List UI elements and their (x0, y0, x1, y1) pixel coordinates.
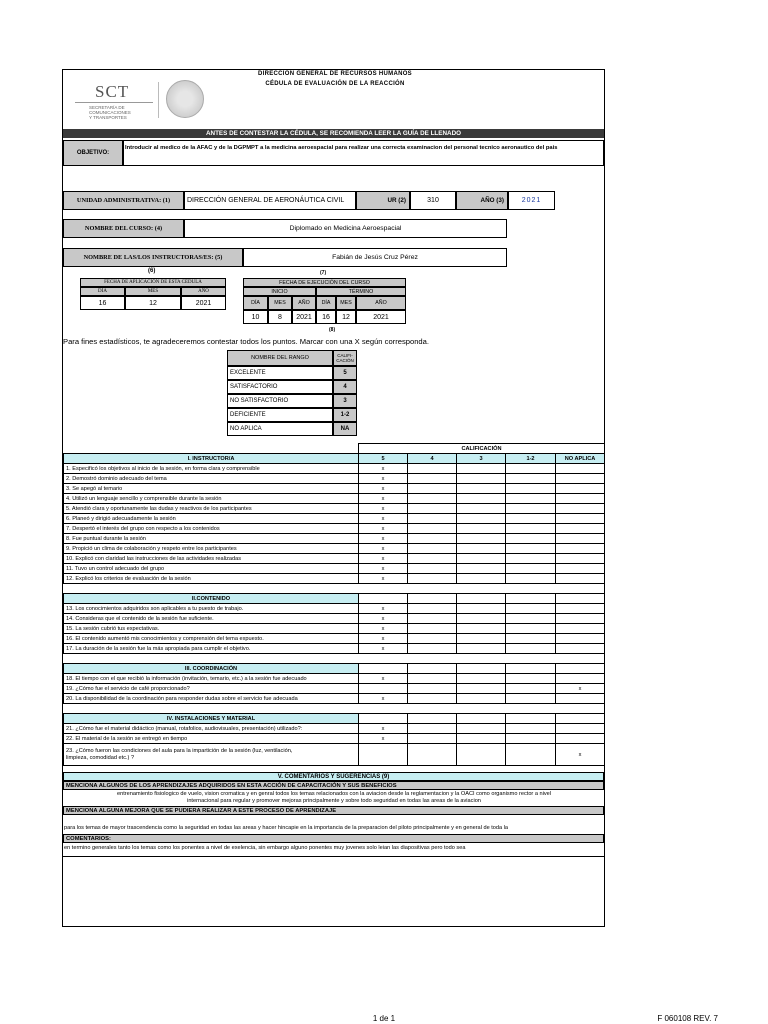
spacer-cell (359, 704, 408, 714)
rating-cell: x (359, 564, 408, 574)
col-header-2 (457, 664, 506, 674)
rating-cell: x (359, 674, 408, 684)
rating-cell (457, 734, 506, 744)
range-row-0-score: 5 (333, 366, 357, 380)
question-text: 20. La disponibilidad de la coordinación para responder dudas sobre el servicio fue adecuada (64, 694, 359, 704)
question-row (64, 724, 605, 734)
rating-cell (556, 514, 605, 524)
question-row (64, 464, 605, 474)
question-text: 1. Especificó los objetivos al inicio de la sesión, en forma clara y comprensible (64, 464, 359, 474)
rating-cell (359, 744, 408, 766)
col-header-2 (457, 714, 506, 724)
rating-cell (506, 564, 556, 574)
logo-rule (75, 102, 153, 103)
col-header-2: 3 (457, 454, 506, 464)
rating-cell (506, 544, 556, 554)
spacer-row (64, 584, 605, 594)
rating-cell (408, 684, 457, 694)
rating-cell (506, 524, 556, 534)
question-row (64, 544, 605, 554)
evaluation-table (63, 443, 605, 776)
objective-text-box (123, 140, 604, 166)
rating-cell: x (359, 734, 408, 744)
instructor-label: NOMBRE DE LAS/LOS INSTRUCTORAS/ES: (5) (63, 248, 243, 267)
section-2-title: II.CONTENIDO (64, 594, 359, 604)
range-row-4-score: NA (333, 422, 357, 436)
spacer-cell (359, 584, 408, 594)
spacer-cell (457, 584, 506, 594)
rating-cell (506, 644, 556, 654)
rating-cell (506, 464, 556, 474)
comments-a3: en termino generales tanto los temas como los ponentes a nivel de exelencia, sin embargo alguno ponentes muy jovenes solo leian las diapositivas pero todo sea (64, 845, 466, 851)
col-header-3 (506, 714, 556, 724)
spacer-cell (506, 584, 556, 594)
rating-cell: x (359, 604, 408, 614)
col-header-4 (556, 594, 605, 604)
question-23-line-2: limpieza, comodidad etc.) ? (66, 754, 135, 761)
question-row (64, 524, 605, 534)
range-row-2-name: NO SATISFACTORIO (227, 394, 333, 408)
sct-logo (75, 80, 155, 122)
rating-cell (556, 694, 605, 704)
app-date-h-month: MES (125, 287, 181, 296)
question-row (64, 534, 605, 544)
rating-cell (457, 644, 506, 654)
rating-cell: x (359, 694, 408, 704)
app-date-h-day: DÍA (80, 287, 125, 296)
question-row (64, 564, 605, 574)
rating-cell (556, 624, 605, 634)
rating-cell (408, 724, 457, 734)
question-text: 5. Atendió clara y oportunamente las dudas y reactivos de los participantes (64, 504, 359, 514)
question-row (64, 604, 605, 614)
rating-cell (506, 734, 556, 744)
col-header-0: 5 (359, 454, 408, 464)
rating-cell (457, 554, 506, 564)
exec-date-num: (7) (320, 270, 327, 276)
rating-cell (457, 544, 506, 554)
rating-cell (408, 494, 457, 504)
spacer-cell (457, 654, 506, 664)
comments-a1-1: entrenamiento fisiologico de vuelo, vision cromatica y en genral todos los temas relacionados con la aviacion desde la reglamentacion y la OACI como organismo rector a nivel (116, 791, 552, 797)
comments-title: V. COMENTARIOS Y SUGERENCIAS (9) (63, 772, 604, 781)
rating-cell (408, 744, 457, 766)
year-value: 2021 (508, 191, 555, 210)
question-text: 10. Explicó con claridad las instrucciones de las actividades realizadas (64, 554, 359, 564)
rating-cell (457, 674, 506, 684)
header-title-2: CÉDULA DE EVALUACIÓN DE LA REACCIÓN (265, 81, 405, 87)
question-row-23 (64, 744, 605, 766)
rating-cell (556, 574, 605, 584)
rating-cell (556, 474, 605, 484)
question-text: 16. El contenido aumentó mis conocimientos y comprensión del tema expuesto. (64, 634, 359, 644)
exec-e-day: 16 (316, 310, 336, 324)
rating-cell (457, 724, 506, 734)
logo-sub-3: Y TRANSPORTES (89, 115, 127, 120)
rating-cell (506, 614, 556, 624)
exec-date-num-8: (8) (329, 327, 336, 333)
question-row (64, 494, 605, 504)
rating-cell (506, 624, 556, 634)
rating-cell: x (359, 724, 408, 734)
rating-cell (408, 614, 457, 624)
question-text: 11. Tuvo un control adecuado del grupo (64, 564, 359, 574)
range-h-score (333, 350, 357, 366)
question-row (64, 514, 605, 524)
col-header-4 (556, 664, 605, 674)
rating-cell (408, 574, 457, 584)
exec-s-day: 10 (243, 310, 268, 324)
rating-cell: x (359, 514, 408, 524)
rating-cell: x (359, 464, 408, 474)
rating-cell (556, 464, 605, 474)
question-text: 9. Propició un clima de colaboración y respeto entre los participantes (64, 544, 359, 554)
rating-cell (408, 564, 457, 574)
rating-cell (556, 644, 605, 654)
col-header-2 (457, 594, 506, 604)
spacer-cell (506, 704, 556, 714)
question-text: 15. La sesión cubrió tus expectativas. (64, 624, 359, 634)
question-row (64, 644, 605, 654)
spacer-cell (556, 584, 605, 594)
rating-cell (408, 604, 457, 614)
admin-unit-label: UNIDAD ADMINISTRATIVA: (1) (63, 191, 184, 210)
instruction-banner: ANTES DE CONTESTAR LA CÉDULA, SE RECOMIENDA LEER LA GUÍA DE LLENADO (63, 129, 604, 138)
rating-cell (556, 634, 605, 644)
app-date-num: (6) (148, 268, 156, 274)
rating-cell (556, 564, 605, 574)
range-h-score-1: CALIFI- (337, 353, 353, 358)
range-h-score-2: CACIÓN (336, 358, 354, 363)
rating-cell: x (359, 504, 408, 514)
col-header-1 (408, 714, 457, 724)
ur-label: UR (2) (356, 191, 410, 210)
comments-a1-2: internacional para regular y promover mejoras principalmente y sobre todo seguridad en todas las areas de la aviacion (187, 798, 481, 804)
rating-cell (556, 734, 605, 744)
range-row-0-name: EXCELENTE (227, 366, 333, 380)
rating-cell (506, 534, 556, 544)
rating-cell (408, 694, 457, 704)
question-text: 13. Los conocimientos adquiridos son aplicables a tu puesto de trabajo. (64, 604, 359, 614)
rating-cell (457, 484, 506, 494)
rating-cell (556, 484, 605, 494)
rating-cell: x (359, 644, 408, 654)
range-row-4-name: NO APLICA (227, 422, 333, 436)
section-1-title: I. INSTRUCTOR/A (64, 454, 359, 464)
exec-s-year: 2021 (292, 310, 316, 324)
rating-cell (408, 524, 457, 534)
rating-cell (556, 524, 605, 534)
question-text: 3. Se apegó al temario (64, 484, 359, 494)
rating-cell (506, 554, 556, 564)
rating-cell (457, 614, 506, 624)
rating-cell (506, 674, 556, 684)
rating-cell (556, 724, 605, 734)
app-date-month: 12 (125, 296, 181, 310)
exec-e-month: 12 (336, 310, 356, 324)
rating-cell (457, 634, 506, 644)
header-title-1: DIRECCIÓN GENERAL DE RECURSOS HUMANOS (257, 71, 412, 77)
section-4-row (64, 714, 605, 724)
logo-text: SCT (95, 82, 130, 101)
rating-cell (556, 544, 605, 554)
rating-cell (556, 534, 605, 544)
section-2-row (64, 594, 605, 604)
calif-header: CALIFICACIÓN (359, 444, 605, 454)
exec-s-month: 8 (268, 310, 292, 324)
spacer-row (64, 704, 605, 714)
rating-cell (457, 504, 506, 514)
comments-a2: para los temas de mayor trascendencia como la seguridad en todas las areas y hacer hincapie en la importancia de la preparacion del piloto principalmente y en general de toda la (64, 825, 509, 831)
range-row-2-score: 3 (333, 394, 357, 408)
rating-cell (556, 554, 605, 564)
rating-cell (408, 534, 457, 544)
question-text: 7. Despertó el interés del grupo con respecto a los contenidos (64, 524, 359, 534)
question-row (64, 484, 605, 494)
page-number: 1 de 1 (372, 1014, 396, 1023)
rating-cell: x (359, 574, 408, 584)
rating-cell (506, 494, 556, 504)
rating-cell (408, 544, 457, 554)
rating-cell (408, 634, 457, 644)
rating-cell (457, 694, 506, 704)
rating-cell: x (556, 744, 605, 766)
rating-cell (457, 564, 506, 574)
spacer-cell (556, 704, 605, 714)
rating-cell: x (359, 554, 408, 564)
rating-cell (457, 574, 506, 584)
rating-cell: x (359, 524, 408, 534)
col-header-0 (359, 714, 408, 724)
exec-h-s-month: MES (268, 296, 292, 310)
rating-cell (408, 504, 457, 514)
spacer-cell (408, 704, 457, 714)
rating-cell (359, 684, 408, 694)
range-row-1-name: SATISFACTORIO (227, 380, 333, 394)
rating-cell (506, 694, 556, 704)
question-row (64, 634, 605, 644)
exec-h-s-day: DÍA (243, 296, 268, 310)
range-row-1-score: 4 (333, 380, 357, 394)
instructor-value: Fabián de Jesús Cruz Pérez (243, 248, 507, 267)
col-header-1 (408, 594, 457, 604)
rating-cell: x (359, 484, 408, 494)
spacer-cell (408, 584, 457, 594)
objective-label: OBJETIVO: (63, 140, 123, 166)
question-row (64, 574, 605, 584)
comments-h1: MENCIONA ALGUNOS DE LOS APRENDIZAJES ADQUIRIDOS EN ESTA ACCIÓN DE CAPACITACIÓN Y SUS BENEFICIOS (63, 781, 604, 790)
app-date-year: 2021 (181, 296, 226, 310)
rating-cell (408, 674, 457, 684)
logo-divider (158, 82, 159, 118)
course-value: Diplomado en Medicina Aeroespacial (184, 219, 507, 238)
exec-h-e-year: AÑO (356, 296, 406, 310)
rating-cell (506, 514, 556, 524)
spacer-cell (457, 704, 506, 714)
range-row-3-name: DEFICIENTE (227, 408, 333, 422)
question-row (64, 504, 605, 514)
rating-cell (457, 684, 506, 694)
spacer-cell (64, 584, 359, 594)
question-text: 6. Planeó y dirigió adecuadamente la sesión (64, 514, 359, 524)
spacer-cell (556, 654, 605, 664)
app-date-h-year: AÑO (181, 287, 226, 296)
question-row (64, 614, 605, 624)
rating-cell: x (359, 544, 408, 554)
rating-cell (457, 514, 506, 524)
year-label: AÑO (3) (456, 191, 508, 210)
admin-unit-value: DIRECCIÓN GENERAL DE AERONÁUTICA CIVIL (184, 191, 356, 210)
question-23-text (64, 744, 359, 766)
question-text: 17. La duración de la sesión fue la más apropiada para cumplir el objetivo. (64, 644, 359, 654)
rating-cell (457, 464, 506, 474)
rating-cell: x (359, 494, 408, 504)
logo-sub-2: COMUNICACIONES (89, 110, 131, 115)
comments-h2: MENCIONA ALGUNA MEJORA QUE SE PUDIERA REALIZAR A ESTE PROCESO DE APRENDIZAJE (63, 806, 604, 815)
rating-cell (506, 684, 556, 694)
app-date-title: FECHA DE APLICACIÓN DE ESTA CÉDULA (80, 278, 226, 287)
question-row (64, 674, 605, 684)
question-row (64, 694, 605, 704)
rating-cell (506, 744, 556, 766)
rating-cell (457, 474, 506, 484)
rating-cell: x (359, 624, 408, 634)
question-row (64, 554, 605, 564)
col-header-4: NO APLICA (556, 454, 605, 464)
rating-cell (408, 484, 457, 494)
rating-cell (408, 514, 457, 524)
rating-cell (457, 494, 506, 504)
rating-cell (457, 744, 506, 766)
question-text: 14. Consideras que el contenido de la sesión fue suficiente. (64, 614, 359, 624)
rating-cell (556, 674, 605, 684)
exec-e-year: 2021 (356, 310, 406, 324)
exec-date-title: FECHA DE EJECUCIÓN DEL CURSO (243, 278, 406, 287)
rating-cell: x (359, 614, 408, 624)
comments-h3: COMENTARIOS: (63, 834, 604, 843)
rating-cell: x (359, 534, 408, 544)
exec-h-e-day: DÍA (316, 296, 336, 310)
col-header-3 (506, 664, 556, 674)
rating-cell (457, 534, 506, 544)
question-text: 19. ¿Cómo fue el servicio de café proporcionado? (64, 684, 359, 694)
col-header-3: 1-2 (506, 454, 556, 464)
section-4-title: IV. INSTALACIONES Y MATERIAL (64, 714, 359, 724)
calif-header-row (64, 444, 605, 454)
col-header-4 (556, 714, 605, 724)
spacer-cell (359, 654, 408, 664)
exec-date-end: TÉRMINO (316, 287, 406, 296)
rating-cell (457, 524, 506, 534)
rating-cell (556, 494, 605, 504)
question-text: 22. El material de la sesión se entregó en tiempo (64, 734, 359, 744)
col-header-1: 4 (408, 454, 457, 464)
rating-cell (506, 634, 556, 644)
seal-icon (166, 80, 204, 118)
question-row (64, 734, 605, 744)
col-header-0 (359, 594, 408, 604)
instruction-text: Para fines estadísticos, te agradeceremos contestar todos los puntos. Marcar con una X según corresponda. (63, 337, 429, 346)
spacer-cell (408, 654, 457, 664)
logo-sub-1: SECRETARÍA DE (89, 105, 125, 110)
rating-cell: x (556, 684, 605, 694)
question-text: 12. Explicó los criterios de evaluación de la sesión (64, 574, 359, 584)
ur-value: 310 (410, 191, 456, 210)
course-label: NOMBRE DEL CURSO: (4) (63, 219, 184, 238)
rating-cell: x (359, 474, 408, 484)
question-text: 4. Utilizó un lenguaje sencillo y comprensible durante la sesión (64, 494, 359, 504)
section-3-title: III. COORDINACIÓN (64, 664, 359, 674)
rating-cell (457, 624, 506, 634)
range-h-name: NOMBRE DEL RANGO (227, 350, 333, 366)
spacer-cell (64, 654, 359, 664)
exec-h-s-year: AÑO (292, 296, 316, 310)
rating-cell (408, 624, 457, 634)
question-row (64, 624, 605, 634)
rating-cell (556, 614, 605, 624)
rating-cell (408, 474, 457, 484)
question-text: 21. ¿Cómo fue el material didáctico (manual, rotafolios, audiovisuales, presentación) utilizado?: (64, 724, 359, 734)
question-text: 2. Demostró dominio adecuado del tema (64, 474, 359, 484)
spacer-cell (64, 704, 359, 714)
rating-cell (408, 464, 457, 474)
rating-cell (457, 604, 506, 614)
question-row (64, 684, 605, 694)
rating-cell (556, 604, 605, 614)
rating-cell (506, 474, 556, 484)
objective-text: Introducir al medico de la AFAC y de la DGPMPT a la medicina aeroespacial para realizar una correcta examinacion del personal tecnico aeronautico del pais (125, 145, 558, 151)
rating-cell (556, 504, 605, 514)
rating-cell (408, 644, 457, 654)
rating-cell (408, 554, 457, 564)
section-1-row (64, 454, 605, 464)
exec-h-e-month: MES (336, 296, 356, 310)
range-row-3-score: 1-2 (333, 408, 357, 422)
col-header-1 (408, 664, 457, 674)
rating-cell (506, 484, 556, 494)
form-code: F 060108 REV. 7 (657, 1014, 718, 1023)
spacer-row (64, 654, 605, 664)
question-text: 18. El tiempo con el que recibió la información (invitación, temario, etc.) a la sesión fue adecuado (64, 674, 359, 684)
section-3-row (64, 664, 605, 674)
col-header-3 (506, 594, 556, 604)
exec-date-start: INICIO (243, 287, 316, 296)
rating-cell (408, 734, 457, 744)
question-23-line-1: 23. ¿Cómo fueron las condiciones del aula para la impartición de la sesión (luz, ventilación, (66, 747, 293, 754)
app-date-day: 16 (80, 296, 125, 310)
rating-cell (506, 724, 556, 734)
comments-bottom-rule (63, 856, 604, 857)
spacer-cell (506, 654, 556, 664)
calif-header-blank (64, 444, 359, 454)
question-row (64, 474, 605, 484)
question-text: 8. Fue puntual durante la sesión (64, 534, 359, 544)
col-header-0 (359, 664, 408, 674)
rating-cell (506, 604, 556, 614)
rating-cell (506, 574, 556, 584)
rating-cell (506, 504, 556, 514)
rating-cell: x (359, 634, 408, 644)
